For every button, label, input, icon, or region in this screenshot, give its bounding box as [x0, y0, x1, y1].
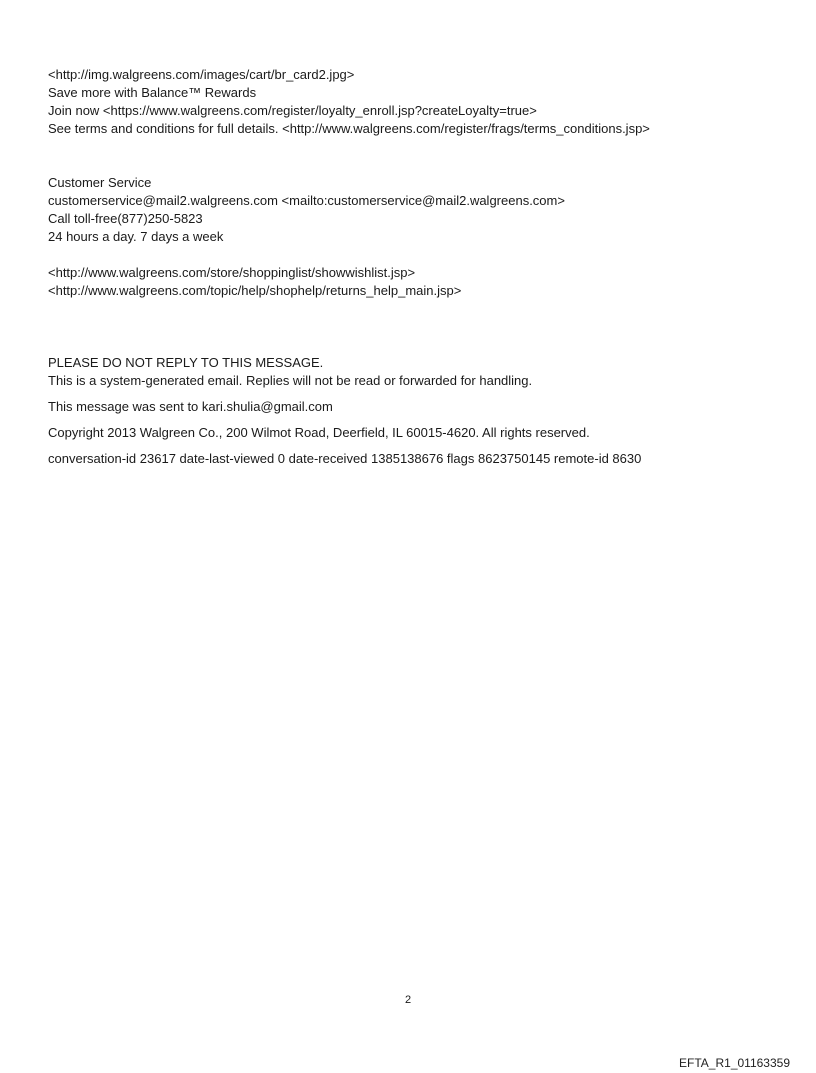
page-number: 2: [404, 994, 412, 1006]
promo-image-link: <http://img.walgreens.com/images/cart/br_card2.jpg>: [48, 67, 355, 82]
promo-join-link: Join now <https://www.walgreens.com/register/loyalty_enroll.jsp?createLoyalty=true>: [48, 103, 537, 118]
wishlist-link: <http://www.walgreens.com/store/shoppinglist/showwishlist.jsp>: [48, 265, 416, 280]
links-section: [48, 264, 788, 300]
copyright-notice: Copyright 2013 Walgreen Co., 200 Wilmot Road, Deerfield, IL 60015-4620. All rights reserved.: [48, 425, 590, 440]
system-generated-notice: This is a system-generated email. Replies will not be read or forwarded for handling.: [48, 373, 533, 388]
promo-terms: See terms and conditions for full details. <http://www.walgreens.com/register/frags/terms_conditions.jsp>: [48, 121, 650, 136]
notice-section: [48, 354, 788, 468]
sent-to-notice: This message was sent to kari.shulia@gmail.com: [48, 399, 333, 414]
customer-service-phone: Call toll-free(877)250-5823: [48, 211, 203, 226]
promo-headline: Save more with Balance™ Rewards: [48, 85, 257, 100]
email-body: [48, 66, 788, 468]
customer-service-hours: 24 hours a day. 7 days a week: [48, 229, 224, 244]
customer-service-email: customerservice@mail2.walgreens.com <mailto:customerservice@mail2.walgreens.com>: [48, 193, 565, 208]
conversation-metadata: conversation-id 23617 date-last-viewed 0 date-received 1385138676 flags 8623750145 remote-id 8630: [48, 451, 642, 466]
no-reply-notice: PLEASE DO NOT REPLY TO THIS MESSAGE.: [48, 355, 324, 370]
customer-service-heading: Customer Service: [48, 175, 152, 190]
promo-section: [48, 66, 788, 138]
returns-link: <http://www.walgreens.com/topic/help/shophelp/returns_help_main.jsp>: [48, 283, 462, 298]
customer-service-section: [48, 174, 788, 246]
bates-number: EFTA_R1_01163359: [679, 1056, 790, 1070]
